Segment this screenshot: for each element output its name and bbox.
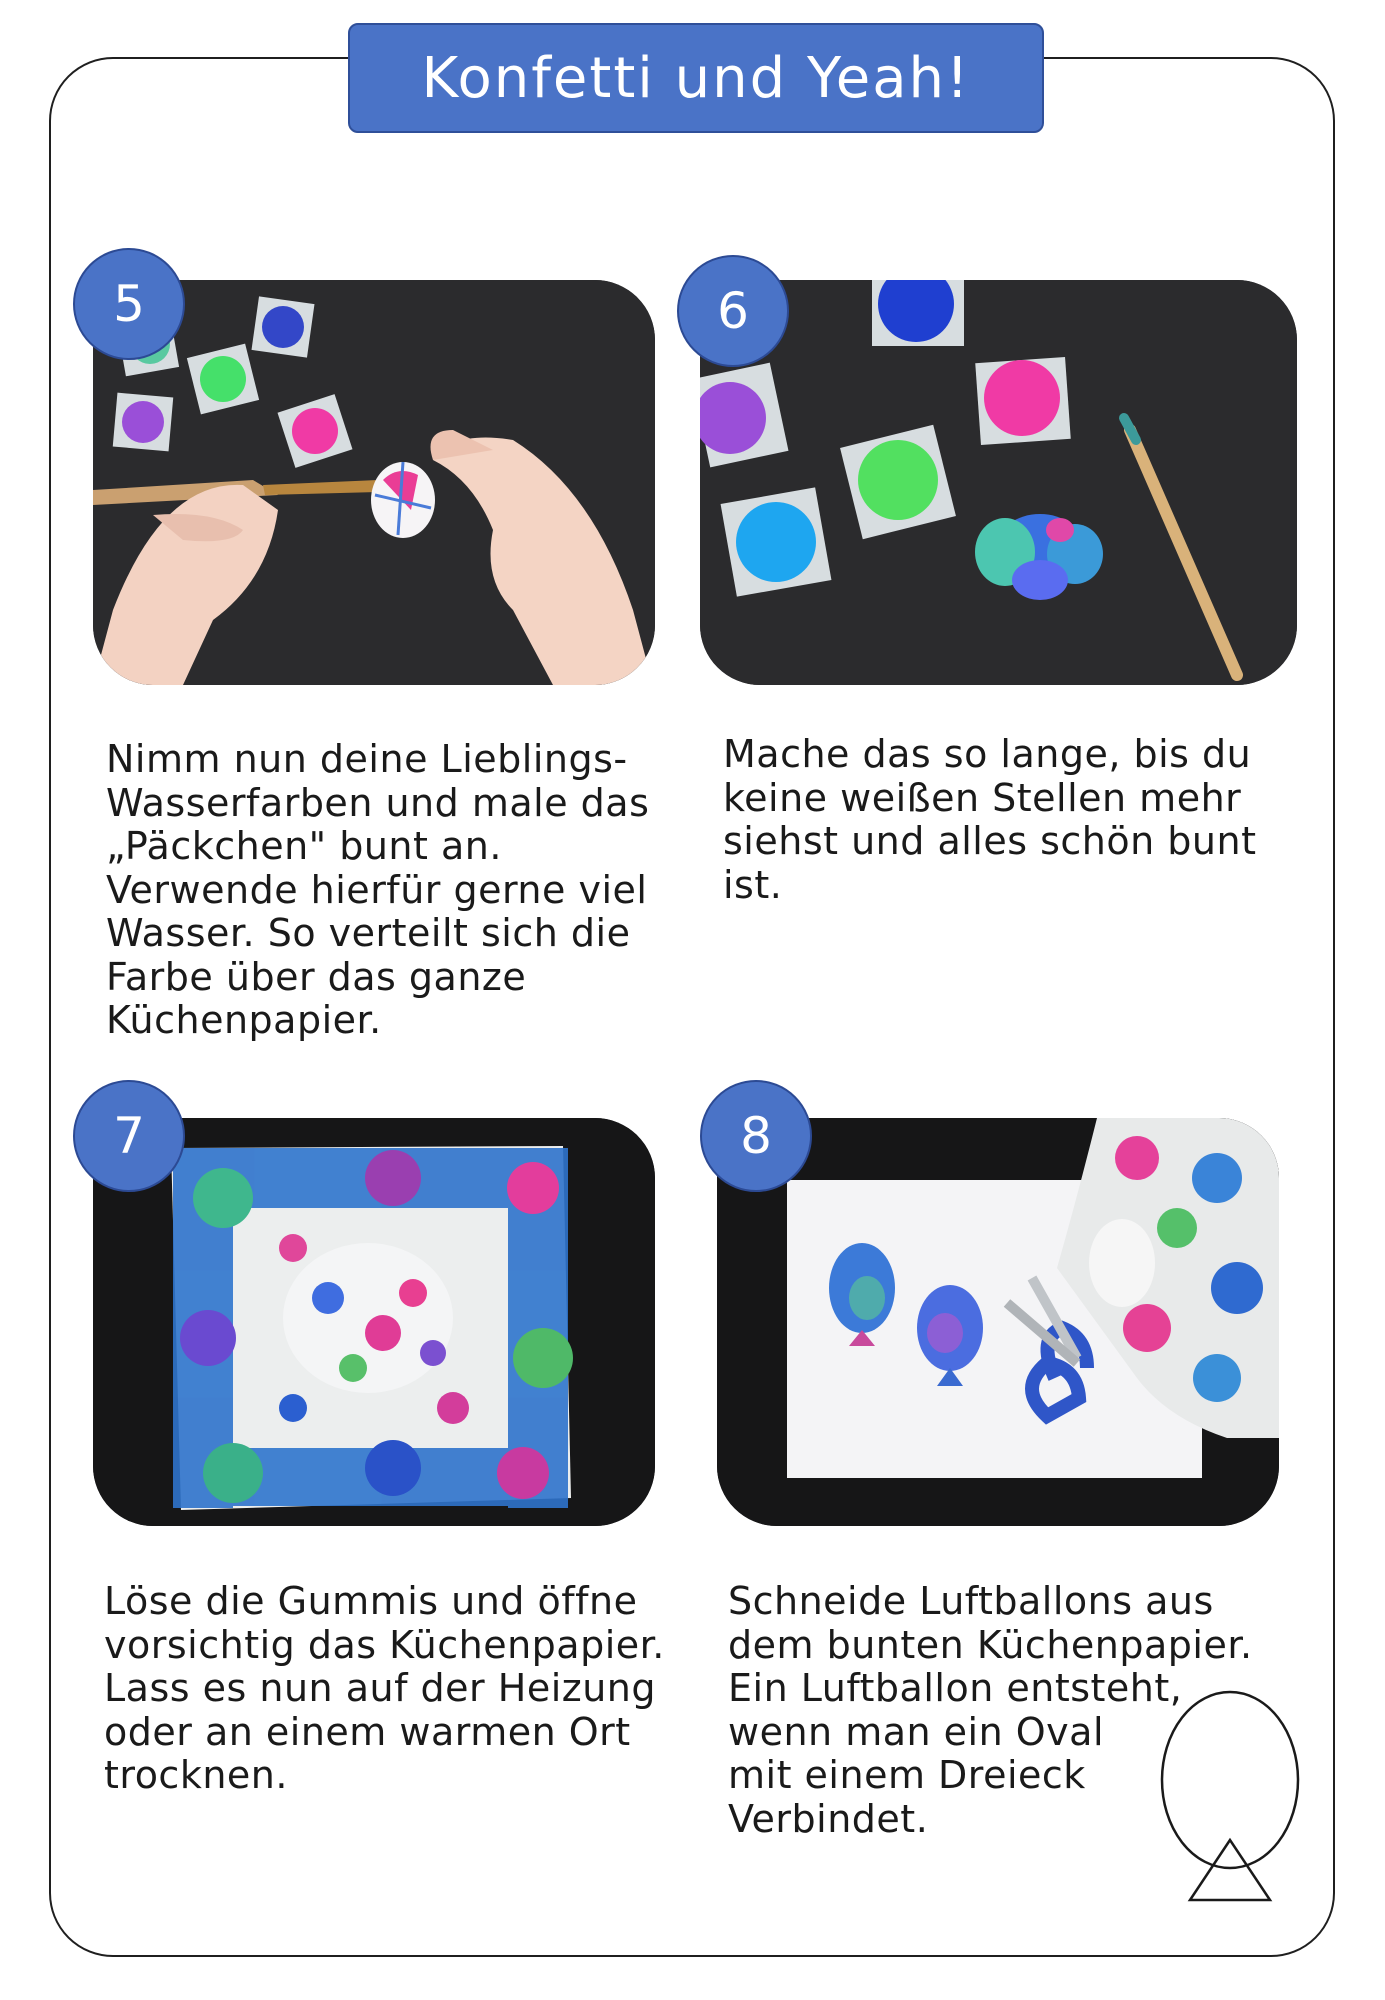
step-6-photo xyxy=(700,280,1297,685)
step-5-instructions: Nimm nun deine Lieblings- Wasserfarben und male das „Päckchen" bunt an. Verwende hierfür gerne viel Wasser. So verteilt sich die Farbe über das ganze Küchenpapier. xyxy=(106,737,650,1042)
page-title: Konfetti und Yeah! xyxy=(348,23,1044,133)
step-7-instructions: Löse die Gummis und öffne vorsichtig das Küchenpapier. Lass es nun auf der Heizung oder an einem warmen Ort trocknen. xyxy=(104,1579,665,1797)
step-5-photo xyxy=(93,280,655,685)
step-7-number-badge: 7 xyxy=(73,1080,185,1192)
step-5-number-badge: 5 xyxy=(73,248,185,360)
step-8-instructions: Schneide Luftballons aus dem bunten Küchenpapier. Ein Luftballon entsteht, wenn man ein Oval mit einem Dreieck Verbindet. xyxy=(728,1579,1253,1841)
step-6-number-badge: 6 xyxy=(677,255,789,367)
step-8-photo xyxy=(717,1118,1279,1526)
step-8-number-badge: 8 xyxy=(700,1080,812,1192)
step-6-instructions: Mache das so lange, bis du keine weißen Stellen mehr siehst und alles schön bunt ist. xyxy=(723,732,1257,907)
balloon-shape-diagram xyxy=(1160,1690,1310,1910)
step-7-photo xyxy=(93,1118,655,1526)
balloon-triangle-shape xyxy=(1190,1840,1270,1900)
